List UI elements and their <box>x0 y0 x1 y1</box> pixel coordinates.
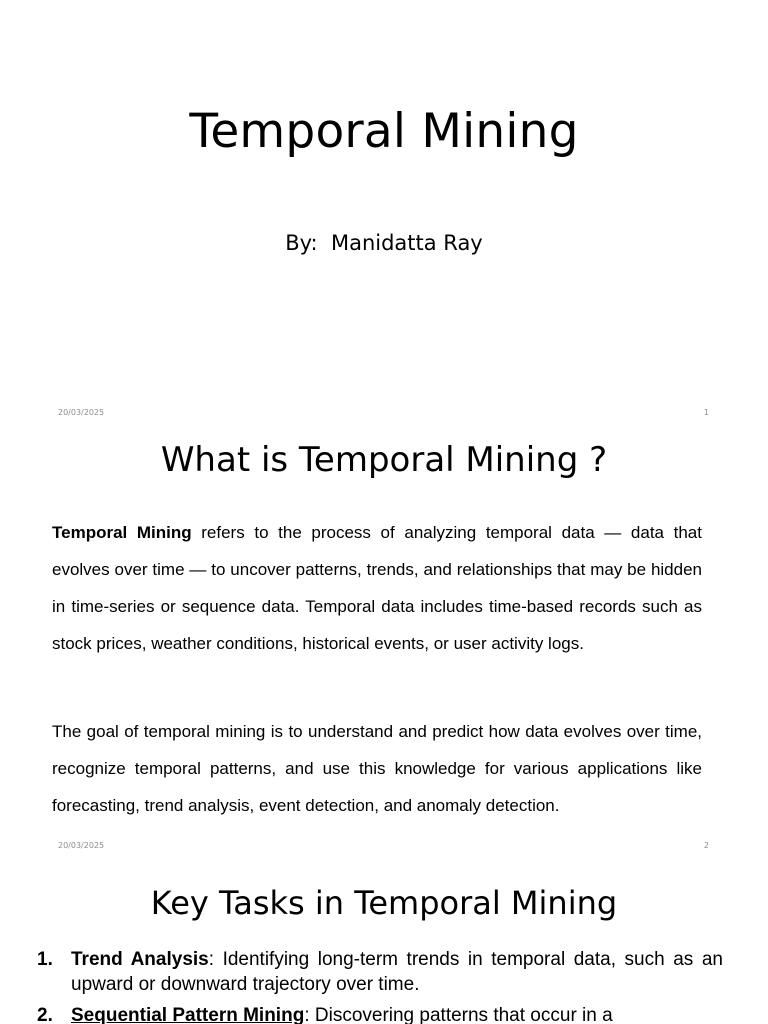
list-item <box>37 1003 723 1024</box>
slide-3-title: Key Tasks in Temporal Mining <box>150 884 618 922</box>
key-tasks-list <box>37 947 723 1024</box>
definition-text: refers to the process of analyzing temporal data — data that evolves over time — to uncover patterns, trends, and relationships that may be hidden in time-series or sequence data. Temporal data includes time-based records such as stock prices, weather conditions, historical events, or user activity logs. <box>52 523 702 653</box>
list-item-number: 2. <box>37 1005 53 1024</box>
list-item-term: Sequential Pattern Mining <box>71 1005 305 1024</box>
list-item-text: : Discovering patterns that occur in a <box>304 1005 613 1024</box>
slide-2-number: 2 <box>703 841 709 850</box>
list-item-text: : Identifying long-term trends in temporal data, such as an upward or downward trajectory over time. <box>71 949 723 995</box>
definition-term: Temporal Mining <box>52 523 192 542</box>
definition-paragraph <box>52 514 702 662</box>
list-item-number: 1. <box>37 949 53 970</box>
goal-paragraph: The goal of temporal mining is to understand and predict how data evolves over time, recognize temporal patterns, and use this knowledge for various applications like forecasting, trend analysis, event detection, and anomaly detection. <box>52 722 702 815</box>
slide-1 <box>0 0 768 432</box>
slide-1-title: Temporal Mining <box>189 104 579 159</box>
slide-2-date: 20/03/2025 <box>58 841 105 850</box>
slide-1-number: 1 <box>703 408 709 417</box>
author-byline: By: Manidatta Ray <box>285 231 483 255</box>
slide-1-date: 20/03/2025 <box>58 408 105 417</box>
list-item-term: Trend Analysis <box>71 949 209 970</box>
slide-2-title: What is Temporal Mining ? <box>160 440 608 480</box>
list-item <box>37 947 723 997</box>
